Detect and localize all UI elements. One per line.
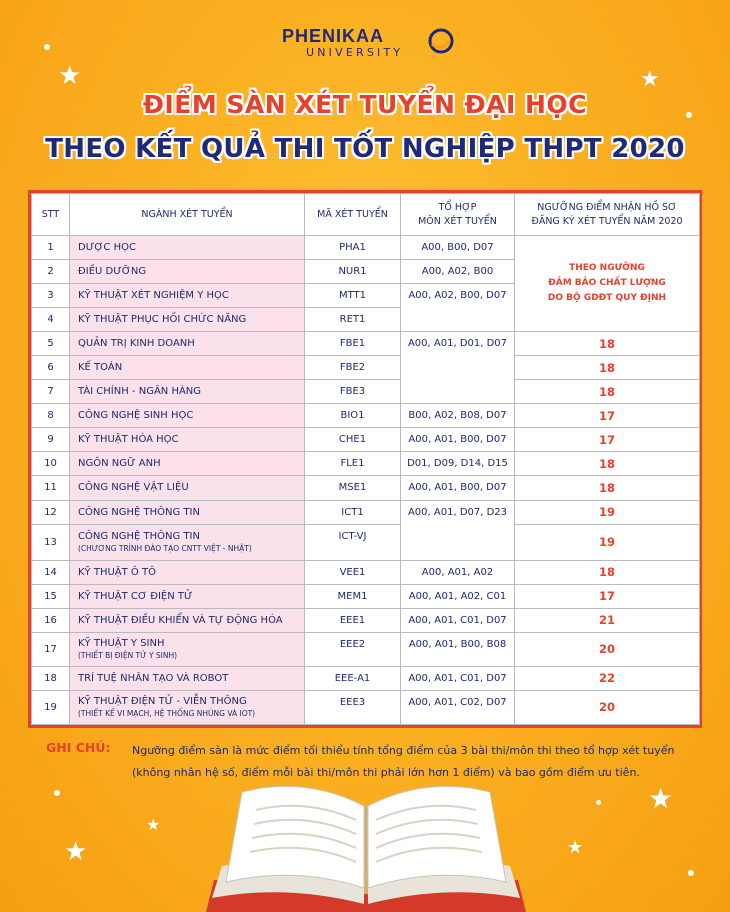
row-combo: A00, A01, D01, D07 <box>401 332 515 404</box>
row-combo: A00, A02, B00, D07 <box>401 284 515 332</box>
row-code: VEE1 <box>305 560 401 584</box>
table-row <box>32 560 700 584</box>
row-combo: A00, A02, B00 <box>401 260 515 284</box>
col-header-threshold-line2: ĐĂNG KÝ XÉT TUYỂN NĂM 2020 <box>531 215 683 227</box>
threshold-note-line1: THEO NGƯỠNG <box>569 263 645 274</box>
row-combo: A00, A01, B00, B08 <box>401 632 515 666</box>
table-row <box>32 584 700 608</box>
sparkle-dot <box>54 790 60 796</box>
logo-name: PHENIKAA <box>282 26 385 46</box>
row-stt: 11 <box>32 476 70 500</box>
row-stt: 15 <box>32 584 70 608</box>
row-major: NGÔN NGỮ ANH <box>70 452 305 476</box>
row-major: KỸ THUẬT ĐIỀU KHIỂN VÀ TỰ ĐỘNG HÓA <box>70 608 305 632</box>
sparkle-dot <box>688 870 694 876</box>
col-header-major: NGÀNH XÉT TUYỂN <box>70 194 305 236</box>
row-code: EEE3 <box>305 690 401 724</box>
row-code: PHA1 <box>305 236 401 260</box>
sparkle-dot <box>596 800 601 805</box>
threshold-note-line3: DO BỘ GDĐT QUY ĐỊNH <box>547 293 667 304</box>
row-major: QUẢN TRỊ KINH DOANH <box>70 332 305 356</box>
table-row <box>32 632 700 666</box>
table-row <box>32 476 700 500</box>
logo-mark-icon <box>428 28 454 54</box>
row-code: EEE2 <box>305 632 401 666</box>
row-stt: 1 <box>32 236 70 260</box>
page-title: ĐIỂM SÀN XÉT TUYỂN ĐẠI HỌC <box>143 90 587 119</box>
row-code: FBE3 <box>305 380 401 404</box>
table-row <box>32 524 700 560</box>
col-header-code: MÃ XÉT TUYỂN <box>305 194 401 236</box>
row-major: KỸ THUẬT XÉT NGHIỆM Y HỌC <box>70 284 305 308</box>
row-major-cell <box>70 524 305 560</box>
score-table <box>31 193 700 725</box>
row-score: 18 <box>515 560 700 584</box>
row-score: 18 <box>515 356 700 380</box>
row-stt: 14 <box>32 560 70 584</box>
star-icon: ★ <box>648 783 674 814</box>
row-combo: A00, A01, B00, D07 <box>401 428 515 452</box>
col-header-combo-line1: TỔ HỢP <box>438 202 477 214</box>
row-score: 17 <box>515 584 700 608</box>
row-combo: A00, A01, C01, D07 <box>401 608 515 632</box>
row-combo: D01, D09, D14, D15 <box>401 452 515 476</box>
row-code: NUR1 <box>305 260 401 284</box>
row-code: ICT-VJ <box>305 524 401 560</box>
row-major: KỸ THUẬT ĐIỆN TỬ - VIỄN THÔNG <box>78 696 247 708</box>
sparkle-dot <box>44 44 50 50</box>
logo-subtitle: UNIVERSITY <box>306 46 404 59</box>
col-header-threshold-line1: NGƯỠNG ĐIỂM NHẬN HỒ SƠ <box>537 202 677 214</box>
row-stt: 3 <box>32 284 70 308</box>
table-header-row <box>32 194 700 236</box>
star-icon: ★ <box>567 837 584 857</box>
row-code: EEE1 <box>305 608 401 632</box>
row-code: CHE1 <box>305 428 401 452</box>
table-row <box>32 666 700 690</box>
row-major: CÔNG NGHỆ SINH HỌC <box>70 404 305 428</box>
col-header-threshold <box>515 194 700 236</box>
row-major: KẾ TOÁN <box>70 356 305 380</box>
row-stt: 12 <box>32 500 70 524</box>
star-icon: ★ <box>58 60 82 90</box>
table-row <box>32 380 700 404</box>
row-score: 18 <box>515 380 700 404</box>
row-stt: 5 <box>32 332 70 356</box>
row-stt: 9 <box>32 428 70 452</box>
table-row <box>32 236 700 260</box>
table-row <box>32 452 700 476</box>
row-code: FLE1 <box>305 452 401 476</box>
row-stt: 6 <box>32 356 70 380</box>
table-row <box>32 428 700 452</box>
star-icon: ★ <box>64 836 88 866</box>
row-major: DƯỢC HỌC <box>70 236 305 260</box>
row-code: RET1 <box>305 308 401 332</box>
row-stt: 7 <box>32 380 70 404</box>
row-major: KỸ THUẬT Ô TÔ <box>70 560 305 584</box>
row-combo: A00, A01, C01, D07 <box>401 666 515 690</box>
row-stt: 17 <box>32 632 70 666</box>
row-score: 21 <box>515 608 700 632</box>
note-line2: (không nhân hệ số, điểm mỗi bài thi/môn thi phải lớn hơn 1 điểm) và bao gồm điểm ưu tiên. <box>132 766 640 779</box>
row-score: 17 <box>515 404 700 428</box>
row-code: MSE1 <box>305 476 401 500</box>
table-row <box>32 690 700 724</box>
row-combo: A00, B00, D07 <box>401 236 515 260</box>
row-stt: 18 <box>32 666 70 690</box>
note-line1: Ngưỡng điểm sàn là mức điểm tối thiểu tính tổng điểm của 3 bài thi/môn thi theo tổ hợp xét tuyển <box>132 744 675 757</box>
row-major: ĐIỀU DƯỠNG <box>70 260 305 284</box>
row-score: 20 <box>515 632 700 666</box>
row-combo: A00, A01, D07, D23 <box>401 500 515 560</box>
row-code: ICT1 <box>305 500 401 524</box>
row-score: 18 <box>515 452 700 476</box>
table-row <box>32 356 700 380</box>
row-combo: A00, A01, B00, D07 <box>401 476 515 500</box>
row-combo: A00, A01, C02, D07 <box>401 690 515 724</box>
threshold-note-line2: ĐẢM BẢO CHẤT LƯỢNG <box>548 278 666 289</box>
row-major: KỸ THUẬT HÓA HỌC <box>70 428 305 452</box>
open-book-icon <box>196 770 536 912</box>
row-code: EEE-A1 <box>305 666 401 690</box>
threshold-note <box>515 236 700 332</box>
table-row <box>32 608 700 632</box>
col-header-combo <box>401 194 515 236</box>
row-combo: A00, A01, A02, C01 <box>401 584 515 608</box>
row-major-sub: (THIẾT KẾ VI MẠCH, HỆ THỐNG NHÚNG VÀ IOT) <box>78 709 256 719</box>
phenikaa-logo <box>282 26 452 66</box>
star-icon: ★ <box>640 66 660 91</box>
row-score: 18 <box>515 332 700 356</box>
row-major: CÔNG NGHỆ THÔNG TIN <box>78 531 200 543</box>
row-major: KỸ THUẬT PHỤC HỒI CHỨC NĂNG <box>70 308 305 332</box>
row-major: CÔNG NGHỆ VẬT LIỆU <box>70 476 305 500</box>
row-stt: 19 <box>32 690 70 724</box>
row-major: TÀI CHÍNH - NGÂN HÀNG <box>70 380 305 404</box>
row-stt: 10 <box>32 452 70 476</box>
row-code: MEM1 <box>305 584 401 608</box>
row-combo: B00, A02, B08, D07 <box>401 404 515 428</box>
note-label: GHI CHÚ: <box>46 740 111 755</box>
row-major: CÔNG NGHỆ THÔNG TIN <box>70 500 305 524</box>
col-header-stt: STT <box>32 194 70 236</box>
row-major-sub: (THIẾT BỊ ĐIỆN TỬ Y SINH) <box>78 651 178 661</box>
row-major-cell <box>70 632 305 666</box>
row-stt: 13 <box>32 524 70 560</box>
row-code: FBE2 <box>305 356 401 380</box>
table-row <box>32 500 700 524</box>
row-combo: A00, A01, A02 <box>401 560 515 584</box>
page-subtitle: THEO KẾT QUẢ THI TỐT NGHIỆP THPT 2020 <box>45 134 685 164</box>
row-major: TRÍ TUỆ NHÂN TẠO VÀ ROBOT <box>70 666 305 690</box>
row-major: KỸ THUẬT Y SINH <box>78 638 165 650</box>
row-code: MTT1 <box>305 284 401 308</box>
row-score: 22 <box>515 666 700 690</box>
row-score: 19 <box>515 500 700 524</box>
row-stt: 4 <box>32 308 70 332</box>
row-score: 20 <box>515 690 700 724</box>
col-header-combo-line2: MÔN XÉT TUYỂN <box>418 215 497 227</box>
star-icon: ★ <box>146 817 161 834</box>
row-stt: 8 <box>32 404 70 428</box>
row-major-cell <box>70 690 305 724</box>
table-row <box>32 404 700 428</box>
row-major-sub: (CHƯƠNG TRÌNH ĐÀO TẠO CNTT VIỆT - NHẬT) <box>78 544 252 554</box>
table-row <box>32 332 700 356</box>
row-stt: 2 <box>32 260 70 284</box>
row-code: FBE1 <box>305 332 401 356</box>
row-stt: 16 <box>32 608 70 632</box>
score-table-frame <box>28 190 702 728</box>
row-major: KỸ THUẬT CƠ ĐIỆN TỬ <box>70 584 305 608</box>
row-score: 19 <box>515 524 700 560</box>
row-score: 17 <box>515 428 700 452</box>
row-code: BIO1 <box>305 404 401 428</box>
row-score: 18 <box>515 476 700 500</box>
